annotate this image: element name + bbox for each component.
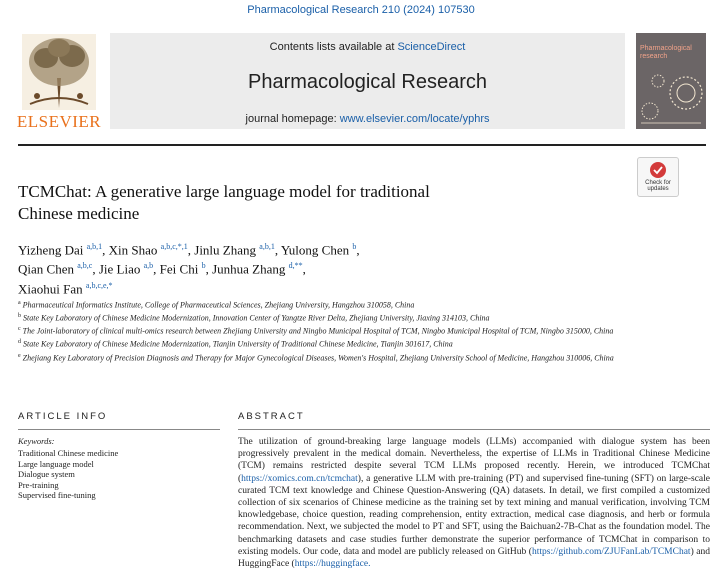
author-name[interactable]: Xiaohui Fan	[18, 280, 83, 296]
sciencedirect-link[interactable]: ScienceDirect	[397, 41, 466, 53]
huggingface-link[interactable]: https://huggingface.	[294, 559, 371, 570]
journal-homepage-link[interactable]: www.elsevier.com/locate/yphrs	[339, 113, 490, 125]
keyword-item: Traditional Chinese medicine	[18, 448, 119, 458]
affiliation-marker: e	[18, 352, 21, 359]
affiliation-marker: b	[18, 313, 21, 320]
header-rule	[18, 144, 706, 146]
homepage-line	[110, 113, 625, 125]
article-info-rule	[18, 429, 220, 430]
author-affiliation-marker[interactable]: a,b	[143, 261, 154, 271]
author-separator: ,	[102, 242, 109, 258]
abstract-text: ), a generative LLM with pre-training (PT) and supervised fine-tuning (SFT) on large-scale curated TCM text knowledge and Chinese Question-Answering (QA) datasets. In detail, we first compiled a customized collection of six scenarios of Chinese medicine as the training set by text mining and manual verification, involving TCM knowledgebase, choice question, reading comprehension, entity extraction, medical case diagnosis, and herb or formula recommendation. Next, we subjected the model to PT and SFT, using the Baichuan2-7B-Chat as the foundation model. The benchmarking datasets and case studies further demonstrate the superior performance of TCMChat in comparison to existing models. Our code, data and model are publicly released on GitHub (	[238, 473, 710, 557]
keyword-list	[18, 448, 118, 501]
author-name[interactable]: Xin Shao	[108, 242, 158, 258]
affiliation-item	[18, 324, 708, 337]
homepage-prefix: journal homepage:	[245, 113, 340, 125]
contents-line	[110, 41, 625, 53]
author-line-3	[18, 278, 618, 297]
author-affiliation-marker[interactable]: a,b,c	[77, 261, 93, 271]
affiliation-text: Pharmaceutical Informatics Institute, College of Pharmaceutical Sciences, Zhejiang University, Hangzhou 310058, China	[22, 300, 415, 310]
elsevier-logo	[16, 34, 102, 130]
keyword-item: Dialogue system	[18, 469, 75, 479]
abstract-body	[238, 436, 710, 570]
author-affiliation-marker[interactable]: a,b,1	[86, 242, 103, 251]
bookmark-check-icon	[638, 159, 678, 181]
cover-art-icon	[636, 33, 706, 129]
affiliation-marker: a	[18, 300, 21, 306]
affiliation-text: State Key Laboratory of Chinese Medicine Modernization, Tianjin University of Traditional Chinese Medicine, Tianjin 301617, China	[23, 340, 453, 350]
author-separator: ,	[302, 261, 306, 277]
affiliation-text: The Joint-laboratory of clinical multi-omics research between Zhejiang University and Ningbo Municipal Hospital of TCM, Ningbo Municipal Hospital of TCM, Ningbo 315000, China	[22, 326, 614, 336]
affiliation-item	[18, 311, 708, 324]
abstract-rule	[238, 429, 710, 430]
article-title-line-1: TCMChat: A generative large language model for traditional	[18, 182, 430, 201]
author-separator: ,	[274, 242, 281, 258]
article-info-heading: ARTICLE INFO	[18, 411, 108, 422]
author-name[interactable]: Qian Chen	[18, 261, 74, 277]
author-affiliation-marker[interactable]: b	[352, 242, 357, 251]
author-name[interactable]: Yulong Chen	[280, 242, 350, 258]
article-title-line-2: Chinese medicine	[18, 204, 140, 223]
author-list	[18, 239, 618, 297]
author-name[interactable]: Jinlu Zhang	[194, 242, 257, 258]
author-affiliation-marker[interactable]: a,b,c,e,*	[85, 280, 113, 290]
affiliation-list	[18, 298, 708, 364]
author-name[interactable]: Yizheng Dai	[18, 242, 84, 258]
check-for-updates-badge[interactable]	[637, 157, 679, 197]
abstract-text: The utilization of ground-breaking large language models (LLMs) accompanied with dialogue system has been progressively prevalent in the medical domain. Nevertheless, the expertise of LLMs in Traditional Chinese Medicine (TCM) remains restricted despite several TCM LLMs proposed recently. Herein, we introduced TCMChat (	[238, 437, 710, 484]
affiliation-text: Zhejiang Key Laboratory of Precision Diagnosis and Therapy for Major Gynecological Diseases, Women's Hospital, Zhejiang University School of Medicine, Hangzhou 310006, China	[22, 353, 614, 363]
tcmchat-site-link[interactable]: https://xomics.com.cn/tcmchat	[241, 473, 358, 484]
author-affiliation-marker[interactable]: d,**	[288, 261, 303, 271]
affiliation-text: State Key Laboratory of Chinese Medicine Modernization, Innovation Center of Yangtze River Delta, Zhejiang University, Jiaxing 314103, China	[23, 313, 490, 323]
article-title	[18, 181, 618, 225]
author-name[interactable]: Junhua Zhang	[212, 261, 286, 277]
keyword-item: Pre-training	[18, 479, 59, 490]
author-separator: ,	[356, 242, 360, 258]
keyword-item: Supervised fine-tuning	[18, 490, 96, 500]
affiliation-item	[18, 337, 708, 350]
keyword-item: Large language model	[18, 458, 94, 469]
affiliation-item	[18, 298, 708, 311]
github-link[interactable]: https://github.com/ZJUFanLab/TCMChat	[531, 546, 691, 557]
affiliation-marker: d	[18, 339, 21, 346]
author-name[interactable]: Fei Chi	[159, 261, 199, 277]
author-separator: ,	[205, 261, 213, 277]
publisher-wordmark: ELSEVIER	[16, 112, 102, 131]
journal-cover[interactable]	[636, 33, 706, 129]
author-line-2	[18, 258, 618, 277]
check-for-updates-label: Check for updates	[645, 180, 671, 192]
author-separator: ,	[153, 261, 160, 277]
author-name[interactable]: Jie Liao	[98, 261, 141, 277]
author-line-1	[18, 239, 618, 258]
keywords-label: Keywords:	[18, 436, 55, 446]
author-separator: ,	[187, 242, 195, 258]
elsevier-tree-icon	[22, 34, 96, 110]
author-affiliation-marker[interactable]: a,b,1	[259, 242, 275, 251]
affiliation-marker: c	[18, 326, 21, 333]
contents-prefix: Contents lists available at	[269, 41, 398, 53]
author-separator: ,	[92, 261, 99, 277]
journal-title: Pharmacological Research	[247, 71, 487, 93]
affiliation-item	[18, 351, 708, 364]
author-affiliation-marker[interactable]: b	[201, 261, 206, 271]
cover-title: Pharmacological research	[640, 45, 692, 60]
journal-masthead	[110, 33, 625, 129]
journal-citation[interactable]: Pharmacological Research 210 (2024) 107530	[247, 4, 475, 16]
author-affiliation-marker[interactable]: a,b,c,*,1	[160, 242, 188, 251]
abstract-heading: ABSTRACT	[238, 411, 305, 422]
abstract-text: ) and HuggingFace (	[238, 546, 710, 570]
